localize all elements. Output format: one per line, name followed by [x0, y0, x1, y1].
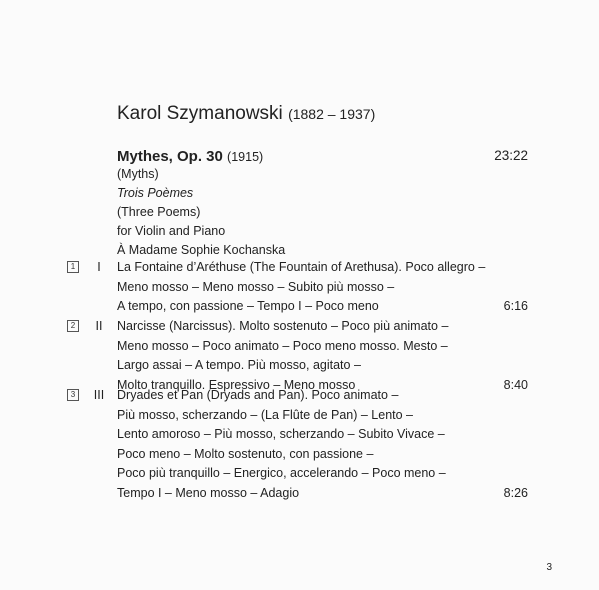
movement-numeral: III [93, 388, 105, 402]
work-total-duration: 23:22 [494, 148, 528, 163]
composer-years: (1882 – 1937) [288, 106, 376, 122]
track-number-box: 2 [67, 320, 79, 332]
track-duration: 6:16 [503, 299, 528, 313]
track-line: Narcisse (Narcissus). Molto sostenuto – Poco più animato – [117, 319, 449, 333]
track-line: Meno mosso – Poco animato – Poco meno mosso. Mesto – [117, 338, 448, 353]
track-description [117, 386, 446, 504]
movement-numeral: II [95, 319, 103, 333]
track-line: Tempo I – Meno mosso – Adagio [117, 485, 300, 500]
track-line: Molto tranquillo. Espressivo – Meno mosso [117, 377, 356, 392]
work-name: Mythes, Op. 30 [117, 148, 223, 165]
track-description [117, 258, 485, 317]
composer-name: Karol Szymanowski [117, 103, 283, 124]
work-info-line: Trois Poèmes [117, 186, 194, 200]
track-line: Più mosso, scherzando – (La Flûte de Pan) – Lento – [117, 407, 414, 422]
track-line: Poco più tranquillo – Energico, accelerando – Poco meno – [117, 466, 446, 481]
work-info-line: (Myths) [117, 167, 159, 181]
track-line: La Fontaine d’Aréthuse (The Fountain of Arethusa). Poco allegro – [117, 260, 486, 274]
work-info-line: À Madame Sophie Kochanska [117, 243, 286, 257]
track-line: Dryades et Pan (Dryads and Pan). Poco animato – [117, 388, 399, 402]
track-line: Largo assai – A tempo. Più mosso, agitato – [117, 358, 361, 373]
work-info-line: (Three Poems) [117, 205, 201, 219]
track-line: Poco meno – Molto sostenuto, con passione – [117, 446, 374, 461]
page-number: 3 [546, 562, 552, 573]
work-info [117, 165, 285, 260]
track-description [117, 317, 448, 395]
work-title [117, 148, 263, 165]
track-line: A tempo, con passione – Tempo I – Poco meno [117, 299, 379, 314]
track-duration: 8:26 [503, 486, 528, 500]
track-duration: 8:40 [503, 378, 528, 392]
work-year: (1915) [227, 150, 264, 164]
track-number-box: 1 [67, 261, 79, 273]
composer-heading [117, 103, 375, 125]
track-line: Meno mosso – Meno mosso – Subito più mosso – [117, 279, 395, 294]
movement-numeral: I [97, 260, 101, 274]
track-line: Lento amoroso – Più mosso, scherzando – Subito Vivace – [117, 427, 445, 442]
track-number-box: 3 [67, 389, 79, 401]
work-info-line: for Violin and Piano [117, 224, 226, 238]
